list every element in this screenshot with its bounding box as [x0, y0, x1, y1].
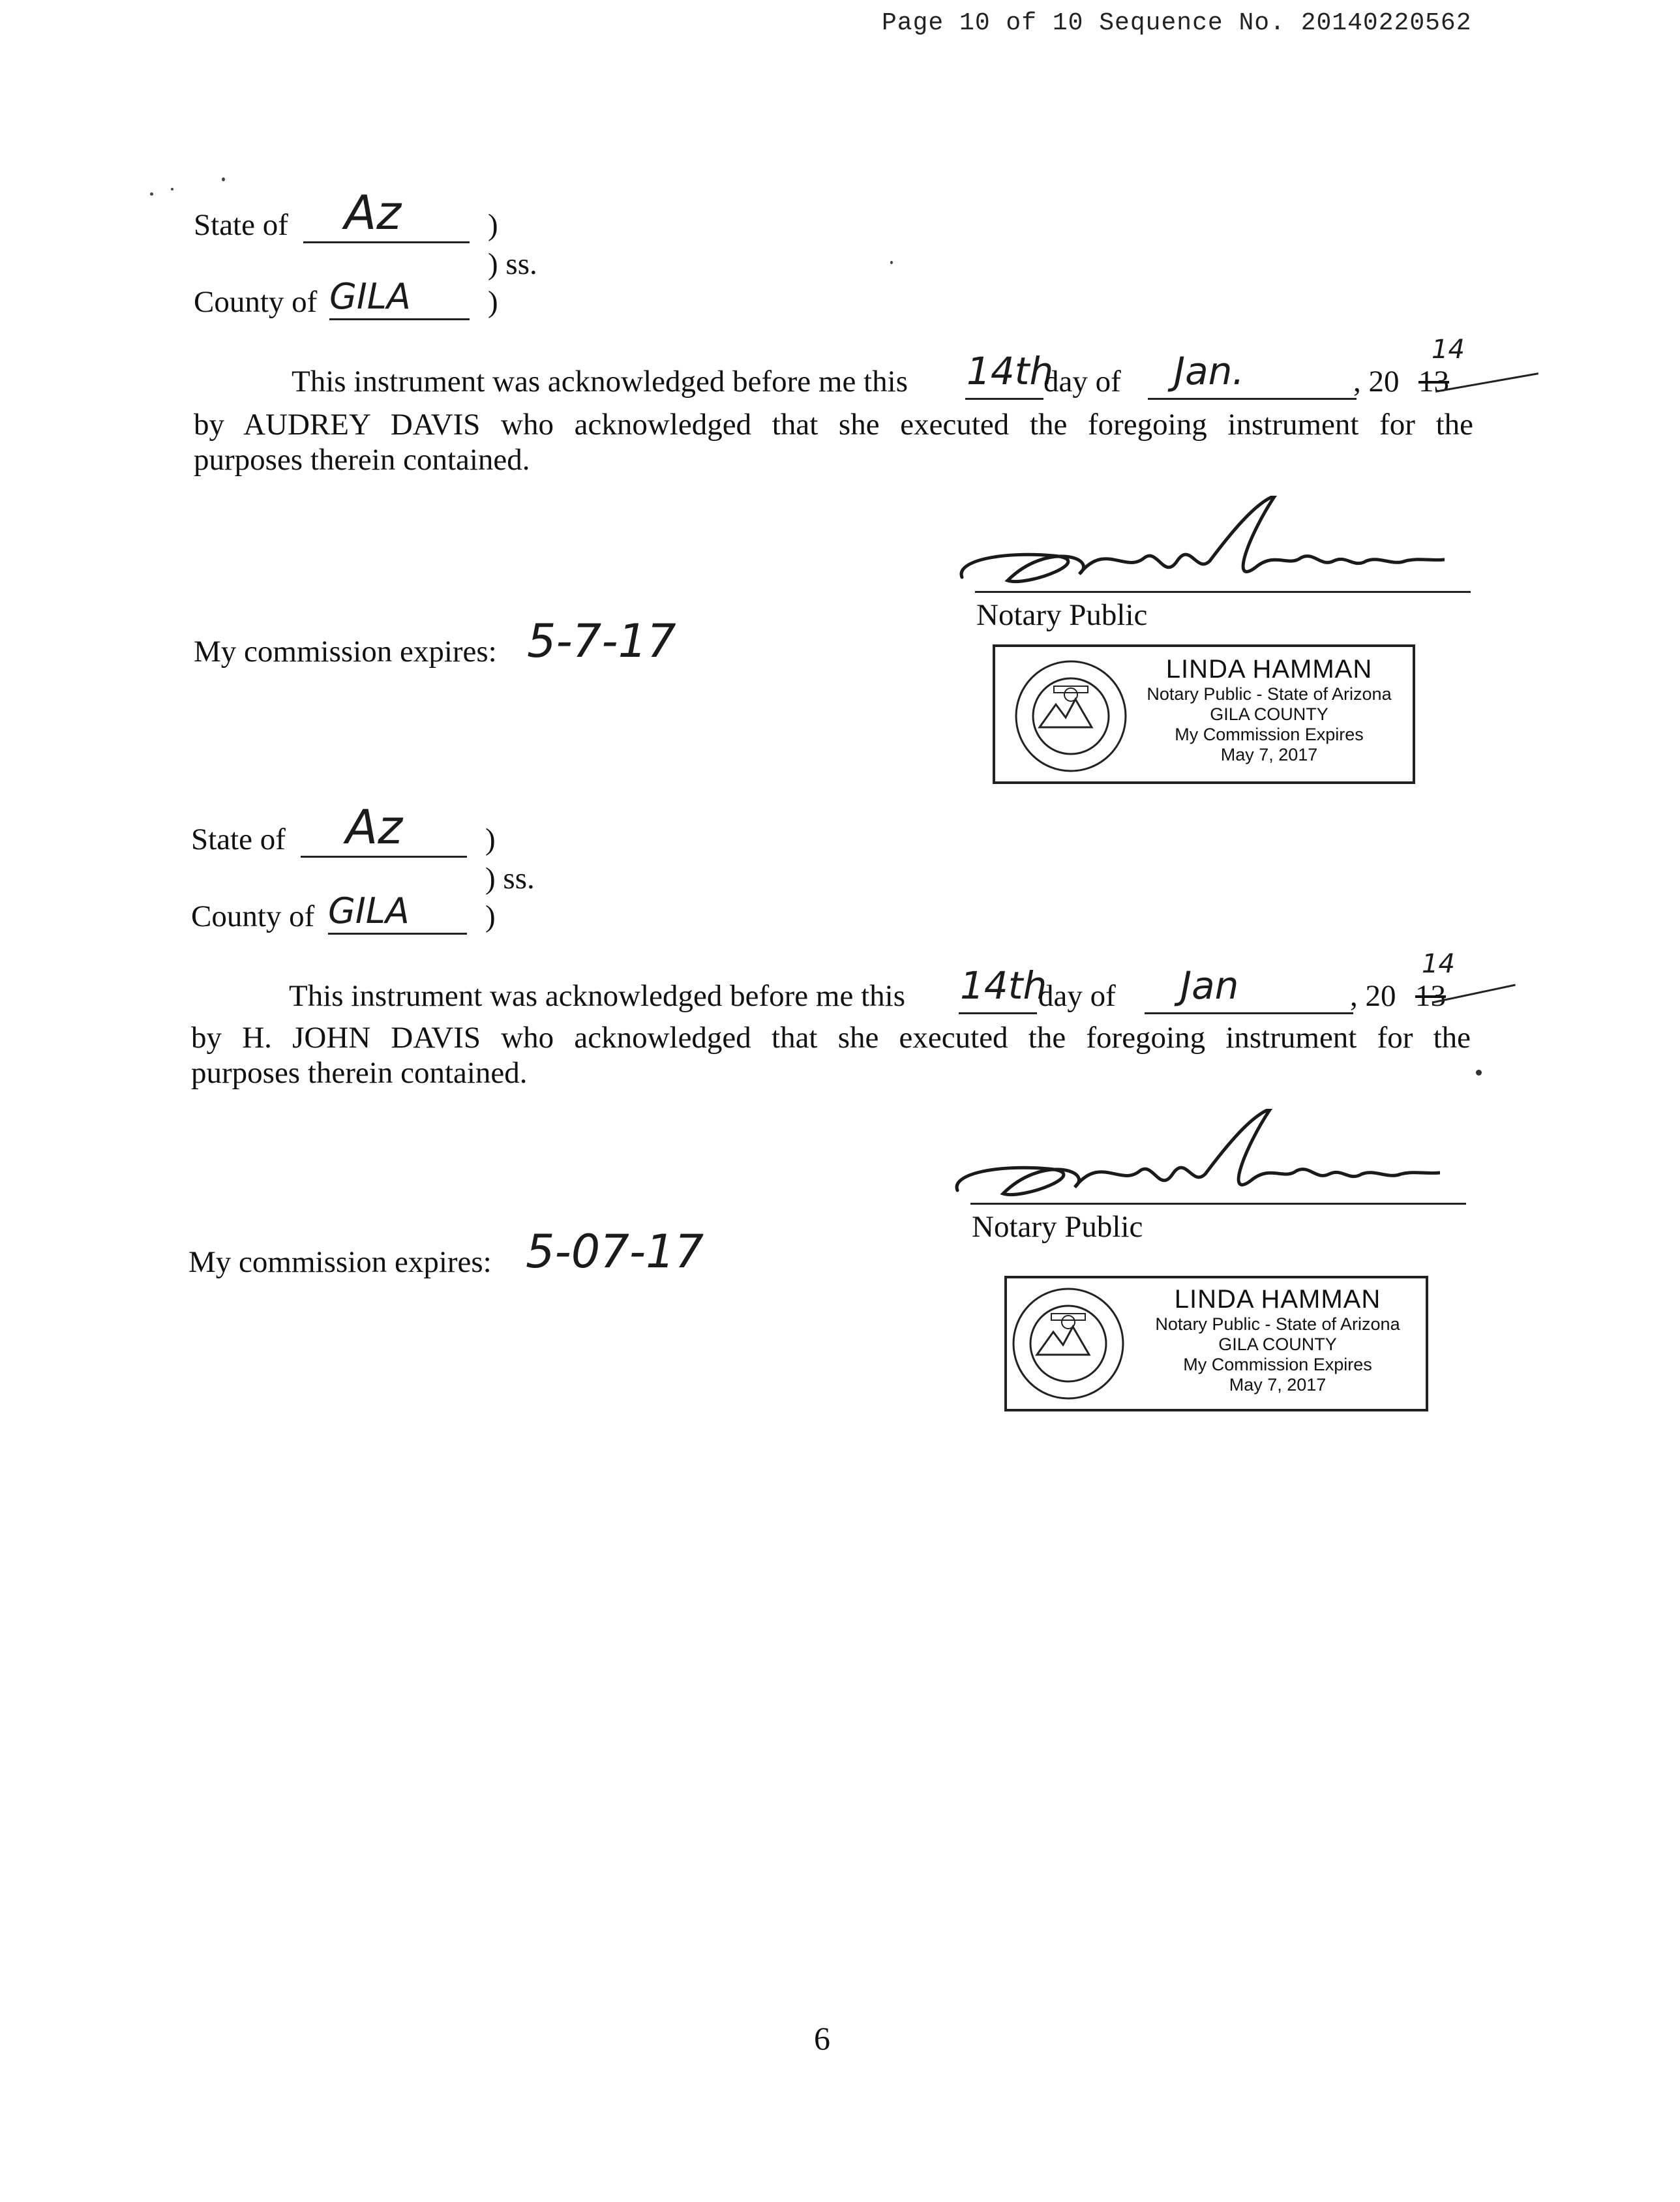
- day-of-label: day of: [1043, 365, 1121, 399]
- year-struck: 13: [1415, 979, 1446, 1013]
- month-value-handwritten: Jan.: [1174, 349, 1244, 393]
- ss-label: ) ss.: [488, 247, 537, 281]
- notary-public-label: Notary Public: [976, 598, 1148, 632]
- stamp-expires-date: May 7, 2017: [1220, 745, 1318, 764]
- ack-line-2: by H. JOHN DAVIS who acknowledged that she executed the foregoing instrument for the: [191, 1021, 1471, 1055]
- scan-speck: [1476, 1070, 1482, 1076]
- state-paren: ): [488, 208, 498, 242]
- stamp-notary-name: LINDA HAMMAN: [1165, 655, 1373, 684]
- state-label: State of: [191, 822, 286, 856]
- year-strike-scribble: [1435, 372, 1538, 393]
- month-value-handwritten: Jan: [1180, 963, 1239, 1008]
- county-value-handwritten: GILA: [329, 276, 411, 317]
- arizona-seal-icon: [1011, 1286, 1126, 1401]
- ack-intro: This instrument was acknowledged before me this: [289, 979, 905, 1013]
- notary-signature: [944, 1109, 1440, 1213]
- scan-speck: [171, 188, 173, 190]
- signature-line: [970, 1203, 1466, 1205]
- stamp-notary-name: LINDA HAMMAN: [1174, 1285, 1381, 1314]
- day-value-handwritten: 14th: [967, 349, 1054, 393]
- commission-value-handwritten: 5-07-17: [526, 1225, 704, 1278]
- ack-line-2: by AUDREY DAVIS who acknowledged that she executed the foregoing instrument for the: [194, 408, 1473, 442]
- notary-public-label: Notary Public: [972, 1210, 1143, 1244]
- stamp-county: GILA COUNTY: [1210, 704, 1328, 724]
- county-label: County of: [194, 285, 318, 319]
- stamp-expires-label: My Commission Expires: [1175, 725, 1364, 744]
- year-prefix: , 20: [1353, 365, 1400, 399]
- county-paren: ): [488, 285, 498, 319]
- page-number: 6: [814, 2020, 830, 2057]
- stamp-text: [1137, 1285, 1418, 1395]
- arizona-seal-icon: [1013, 659, 1128, 774]
- notary-stamp: [993, 644, 1415, 784]
- ack-line-3: purposes therein contained.: [191, 1056, 528, 1090]
- county-value-handwritten: GILA: [328, 890, 410, 931]
- signature-line: [975, 591, 1471, 593]
- county-label: County of: [191, 899, 315, 933]
- scan-speck: [222, 177, 225, 181]
- year-value-handwritten: 14: [1422, 949, 1455, 979]
- notary-signature: [949, 496, 1445, 600]
- state-paren: ): [485, 822, 496, 856]
- stamp-text: [1132, 655, 1406, 765]
- year-struck: 13: [1418, 365, 1449, 399]
- commission-label: My commission expires:: [194, 635, 497, 669]
- ack-line-3: purposes therein contained.: [194, 443, 530, 477]
- county-paren: ): [485, 899, 496, 933]
- commission-label: My commission expires:: [188, 1245, 492, 1279]
- ack-intro: This instrument was acknowledged before me this: [292, 365, 908, 399]
- stamp-county: GILA COUNTY: [1218, 1335, 1337, 1354]
- ss-label: ) ss.: [485, 862, 535, 896]
- state-value-handwritten: Az: [346, 800, 403, 854]
- commission-value-handwritten: 5-7-17: [527, 614, 676, 668]
- notary-stamp: [1004, 1276, 1428, 1411]
- year-prefix: , 20: [1350, 979, 1396, 1013]
- month-blank: [1145, 985, 1353, 1014]
- scan-speck: [890, 261, 893, 264]
- scan-speck: [150, 192, 153, 196]
- stamp-expires-date: May 7, 2017: [1229, 1375, 1327, 1395]
- day-of-label: day of: [1038, 979, 1116, 1013]
- stamp-expires-label: My Commission Expires: [1183, 1355, 1372, 1374]
- stamp-notary-title: Notary Public - State of Arizona: [1147, 684, 1392, 704]
- state-value-handwritten: Az: [344, 185, 402, 240]
- year-value-handwritten: 14: [1432, 335, 1465, 365]
- stamp-notary-title: Notary Public - State of Arizona: [1155, 1314, 1400, 1334]
- day-value-handwritten: 14th: [960, 963, 1047, 1008]
- page-sequence-header: Page 10 of 10 Sequence No. 20140220562: [882, 9, 1472, 37]
- state-label: State of: [194, 208, 288, 242]
